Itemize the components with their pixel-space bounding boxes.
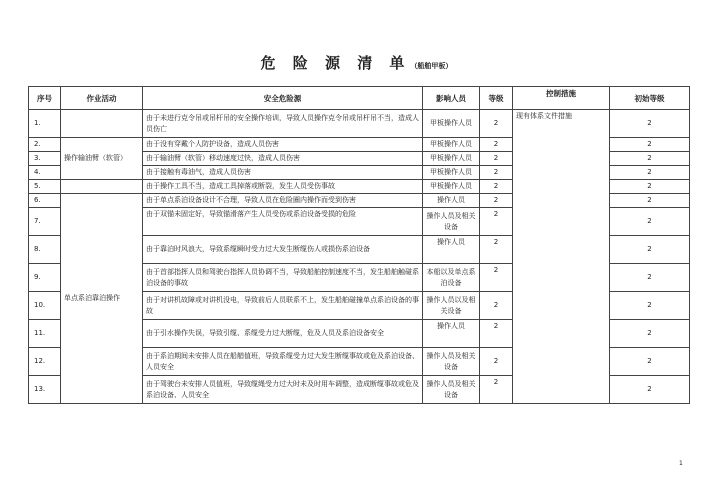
title-sub: （船舶甲板）	[410, 62, 453, 70]
hazard-table	[28, 86, 690, 404]
people-cell: 操作人员	[423, 236, 480, 264]
hazard-cell: 由于引水操作失误，导致引缆、系缆受力过大断缆，危及人员及系泊设备安全	[143, 320, 423, 348]
people-cell: 操作人员	[423, 194, 480, 208]
initial-level-cell: 2	[610, 292, 690, 320]
row-number: 8.	[29, 236, 61, 264]
row-number: 13.	[29, 376, 61, 404]
header-hazard: 安全危险源	[143, 87, 423, 110]
people-cell: 甲板操作人员	[423, 180, 480, 194]
hazard-cell: 由于没有穿戴个人防护设备，造成人员伤害	[143, 138, 423, 152]
row-number: 1.	[29, 110, 61, 138]
initial-level-cell: 2	[610, 180, 690, 194]
row-number: 2.	[29, 138, 61, 152]
people-cell: 本船以及单点系泊设备	[423, 264, 480, 292]
people-cell: 甲板操作人员	[423, 110, 480, 138]
hazard-cell: 由于接触有毒油气，造成人员伤害	[143, 166, 423, 180]
activity-cell: 单点系泊靠泊操作	[61, 194, 143, 404]
people-cell: 甲板操作人员	[423, 152, 480, 166]
initial-level-cell: 2	[610, 110, 690, 138]
row-number: 12.	[29, 348, 61, 376]
level-cell: 2	[480, 320, 513, 348]
row-number: 7.	[29, 208, 61, 236]
people-cell: 操作人员及相关设备	[423, 376, 480, 404]
level-cell: 2	[480, 208, 513, 236]
initial-level-cell: 2	[610, 152, 690, 166]
level-cell: 2	[480, 376, 513, 404]
hazard-cell: 由于未进行克令吊或吊杆吊的安全操作培训，导致人员操作克令吊或吊杆吊不当，造成人员伤亡	[143, 110, 423, 138]
hazard-cell: 由于系泊期间未安排人员在船艏值班，导致系缆受力过大发生断缆事故或危及系泊设备、人员安全	[143, 348, 423, 376]
table-row	[29, 110, 690, 138]
initial-level-cell: 2	[610, 138, 690, 152]
hazard-cell: 由于对讲机故障或对讲机没电，导致前后人员联系不上，发生船舶碰撞单点系泊设备的事故	[143, 292, 423, 320]
control-cell: 现有体系文件措施	[513, 110, 610, 404]
initial-level-cell: 2	[610, 320, 690, 348]
people-cell: 操作人员以及相关设备	[423, 292, 480, 320]
activity-cell	[61, 110, 143, 138]
hazard-cell: 由于输油臂（软管）移动速度过快，造成人员伤害	[143, 152, 423, 166]
document-title	[0, 52, 713, 73]
title-main: 危 险 源 清 单	[260, 54, 411, 72]
level-cell: 2	[480, 180, 513, 194]
initial-level-cell: 2	[610, 166, 690, 180]
initial-level-cell: 2	[610, 208, 690, 236]
level-cell: 2	[480, 138, 513, 152]
header-activity: 作业活动	[61, 87, 143, 110]
level-cell: 2	[480, 348, 513, 376]
hazard-cell: 由于靠泊时风浪大，导致系缆瞬时受力过大发生断缆伤人或损伤系泊设备	[143, 236, 423, 264]
level-cell: 2	[480, 110, 513, 138]
row-number: 10.	[29, 292, 61, 320]
header-row	[29, 87, 690, 110]
people-cell: 甲板操作人员	[423, 166, 480, 180]
hazard-cell: 由于单点系泊设备设计不合理，导致人员在危险圈内操作而受到伤害	[143, 194, 423, 208]
row-number: 11.	[29, 320, 61, 348]
activity-cell	[61, 180, 143, 194]
level-cell: 2	[480, 166, 513, 180]
row-number: 5.	[29, 180, 61, 194]
level-cell: 2	[480, 264, 513, 292]
hazard-cell: 由于驾驶台未安排人员值班，导致缆绳受力过大时未及时用车调整，造成断缆事故或危及系泊设备、人员安全	[143, 376, 423, 404]
level-cell: 2	[480, 194, 513, 208]
row-number: 9.	[29, 264, 61, 292]
header-control: 控制措施	[513, 87, 610, 110]
header-level: 等级	[480, 87, 513, 110]
hazard-cell: 由于操作工具不当，造成工具掉落或断裂，发生人员受伤事故	[143, 180, 423, 194]
people-cell: 操作人员及相关设备	[423, 208, 480, 236]
level-cell: 2	[480, 236, 513, 264]
hazard-cell: 由于双锚未固定好，导致锚滑落产生人员受伤或系泊设备受损的危险	[143, 208, 423, 236]
people-cell: 甲板操作人员	[423, 138, 480, 152]
initial-level-cell: 2	[610, 194, 690, 208]
initial-level-cell: 2	[610, 348, 690, 376]
header-no: 序号	[29, 87, 61, 110]
page-number: 1	[679, 460, 683, 467]
level-cell: 2	[480, 292, 513, 320]
row-number: 4.	[29, 166, 61, 180]
hazard-cell: 由于首部指挥人员和驾驶台指挥人员协调不当，导致船舶控制速度不当，发生船舶触碰系泊设备的事故	[143, 264, 423, 292]
row-number: 3.	[29, 152, 61, 166]
header-initial-level: 初始等级	[610, 87, 690, 110]
initial-level-cell: 2	[610, 376, 690, 404]
activity-cell: 操作输油臂（软管）	[61, 138, 143, 180]
header-people: 影响人员	[423, 87, 480, 110]
row-number: 6.	[29, 194, 61, 208]
level-cell: 2	[480, 152, 513, 166]
initial-level-cell: 2	[610, 264, 690, 292]
initial-level-cell: 2	[610, 236, 690, 264]
people-cell: 操作人员及相关设备	[423, 348, 480, 376]
people-cell: 操作人员	[423, 320, 480, 348]
